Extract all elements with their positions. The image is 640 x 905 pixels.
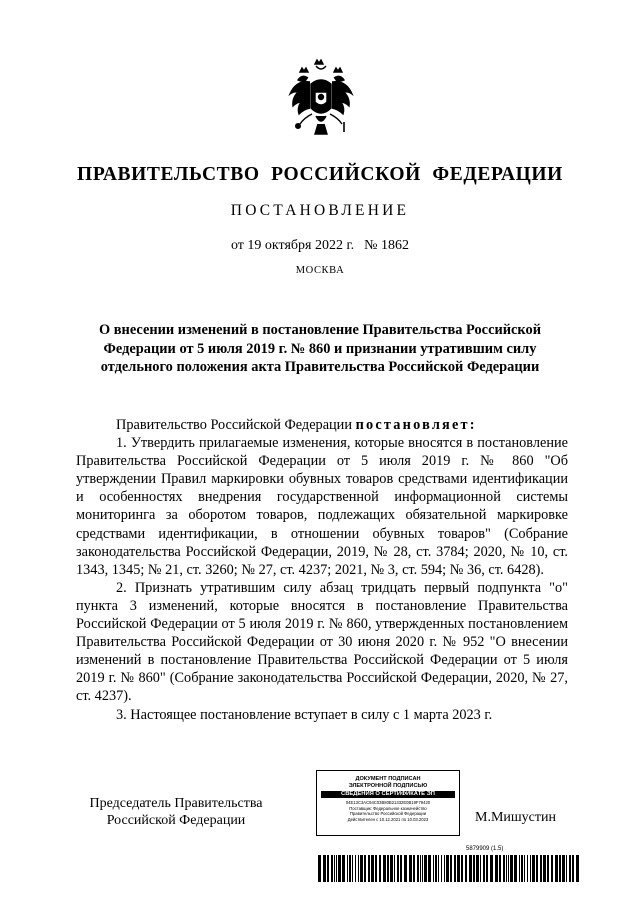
barcode-bar (394, 855, 395, 882)
barcode-bar (331, 855, 333, 882)
barcode-bar (387, 855, 389, 882)
stamp-line-1: ДОКУМЕНТ ПОДПИСАН (355, 776, 421, 782)
barcode-bar (338, 855, 341, 882)
position-line-2: Российской Федерации (106, 813, 246, 828)
barcode-bar (572, 855, 574, 882)
barcode-bar (409, 855, 412, 882)
paragraph-3: 3. Настоящее постановление вступает в силу с 1 марта 2023 г. (116, 706, 493, 723)
double-headed-eagle-emblem (286, 58, 356, 148)
position-line-1: Председатель Правительства (89, 796, 263, 811)
barcode-bar (433, 855, 434, 882)
barcode-bar (420, 855, 421, 882)
barcode-bar (566, 855, 567, 882)
barcode-bar (441, 855, 442, 882)
barcode-bar (461, 855, 463, 882)
barcode-bar (483, 855, 485, 882)
signatory-position (66, 795, 286, 829)
city: МОСКВА (295, 265, 345, 276)
barcode-bar (495, 855, 498, 882)
barcode-bar (562, 855, 565, 882)
barcode-bar (424, 855, 427, 882)
stamp-owner: Правительство Российской Федерации (349, 811, 427, 817)
barcode-bar (446, 855, 449, 882)
barcode-bar (476, 855, 479, 882)
barcode (318, 855, 580, 882)
barcode-bar (334, 855, 335, 882)
barcode-bar (454, 855, 456, 882)
barcode-bar (490, 855, 493, 882)
barcode-bar (503, 855, 505, 882)
barcode-bar (397, 855, 399, 882)
document-type: ПОСТАНОВЛЕНИЕ (230, 202, 410, 219)
decree-title: О внесении изменений в постановление Правительства Российской Федерации от 5 июля 2019 г. № 860 и признании утратившим силу отдельного положения акта Правительства Российской Федерации (98, 322, 542, 375)
intro-paragraph (76, 416, 568, 434)
intro-verb: постановляет: (355, 417, 477, 433)
barcode-bar (555, 855, 558, 882)
stamp-supplier: Поставщик: Федеральное казначейство (349, 805, 427, 811)
barcode-bar (465, 855, 467, 882)
barcode-bar (349, 855, 351, 882)
barcode-bar (428, 855, 431, 882)
barcode-bar (450, 855, 452, 882)
barcode-bar (364, 855, 366, 882)
barcode-bar (383, 855, 386, 882)
electronic-signature-stamp (316, 770, 460, 836)
barcode-bar (576, 855, 579, 882)
barcode-number: 5879909 (1.5) (466, 846, 504, 852)
barcode-bar (336, 855, 337, 882)
signatory-name: М.Мишустин (475, 810, 556, 825)
barcode-bar (527, 855, 528, 882)
stamp-line-2: ЭЛЕКТРОННОЙ ПОДПИСЬЮ (348, 783, 428, 789)
intro-lead: Правительство Российской Федерации (116, 417, 352, 433)
barcode-bar (510, 855, 513, 882)
barcode-bar (355, 855, 356, 882)
barcode-bar (352, 855, 353, 882)
barcode-bar (499, 855, 501, 882)
barcode-bar (422, 855, 423, 882)
barcode-bar (514, 855, 517, 882)
barcode-bar (480, 855, 481, 882)
barcode-bar (569, 855, 571, 882)
paragraph-1: 1. Утвердить прилагаемые изменения, которые вносятся в постановление Правительства Российской Федерации от 5 июля 2019 г. № 860 "Об утверждении Правил маркировки обувных товаров средствами идентификации и особенностях внедрения государственной информационной системы мониторинга за оборотом товаров, подлежащих обязательной маркировке средствами идентификации, в отношении обувных товаров" (Собрание законодательства Российской Федерации, 2019, № 28, ст. 3784; 2020, № 10, ст. 1343, 1345; № 21, ст. 3260; № 27, ст. 4237; 2021, № 3, ст. 594; № 36, ст. 6428). (76, 435, 568, 578)
barcode-bar (323, 855, 326, 882)
barcode-bar (536, 855, 538, 882)
barcode-bar (360, 855, 363, 882)
government-heading: ПРАВИТЕЛЬСТВО РОССИЙСКОЙ ФЕДЕРАЦИИ (77, 164, 563, 185)
decree-body (76, 416, 568, 724)
barcode-bar (519, 855, 520, 882)
barcode-bar (508, 855, 509, 882)
decree-date-line (0, 238, 640, 254)
barcode-bar (469, 855, 472, 882)
barcode-bar (530, 855, 531, 882)
decree-date: от 19 октября 2022 г. (230, 238, 355, 253)
barcode-bar (318, 855, 321, 882)
stamp-cert: 04E13C3AC94C03B80B21332E0B19F79420 (345, 800, 431, 805)
decree-number: № 1862 (364, 238, 409, 253)
barcode-bar (347, 855, 348, 882)
barcode-bar (486, 855, 488, 882)
stamp-line-3: СВЕДЕНИЯ О СЕРТИФИКАТЕ ЭП (321, 791, 455, 798)
barcode-bar (390, 855, 393, 882)
barcode-bar (532, 855, 535, 882)
barcode-bar (559, 855, 561, 882)
barcode-bar (400, 855, 402, 882)
barcode-bar (473, 855, 475, 882)
barcode-bar (438, 855, 439, 882)
barcode-bar (342, 855, 345, 882)
barcode-bar (543, 855, 546, 882)
barcode-bar (371, 855, 374, 882)
barcode-bar (413, 855, 415, 882)
barcode-bar (444, 855, 445, 882)
barcode-bar (506, 855, 507, 882)
barcode-bar (540, 855, 542, 882)
barcode-bar (368, 855, 370, 882)
barcode-bar (521, 855, 523, 882)
barcode-bar (358, 855, 359, 882)
barcode-bar (435, 855, 437, 882)
barcode-bar (379, 855, 381, 882)
barcode-bar (404, 855, 407, 882)
barcode-bar (551, 855, 553, 882)
paragraph-2: 2. Признать утратившим силу абзац тридцать первый подпункта "о" пункта 3 изменений, которые вносятся в постановление Правительства Российской Федерации от 5 июля 2019 г. № 860, утвержденных постановлением Правительства Российской Федерации от 30 июня 2020 г. № 952 "О внесении изменений в постановление Правительства Российской Федерации от 5 июля 2019 г. № 860" (Собрание законодательства Российской Федерации, 2020, № 27, ст. 4237). (76, 579, 568, 705)
barcode-bar (524, 855, 525, 882)
barcode-bar (417, 855, 419, 882)
barcode-bar (547, 855, 549, 882)
barcode-bar (327, 855, 329, 882)
barcode-bar (457, 855, 460, 882)
barcode-bar (375, 855, 377, 882)
stamp-validity: Действителен с 10.12.2021 по 10.03.2023 (347, 816, 429, 822)
